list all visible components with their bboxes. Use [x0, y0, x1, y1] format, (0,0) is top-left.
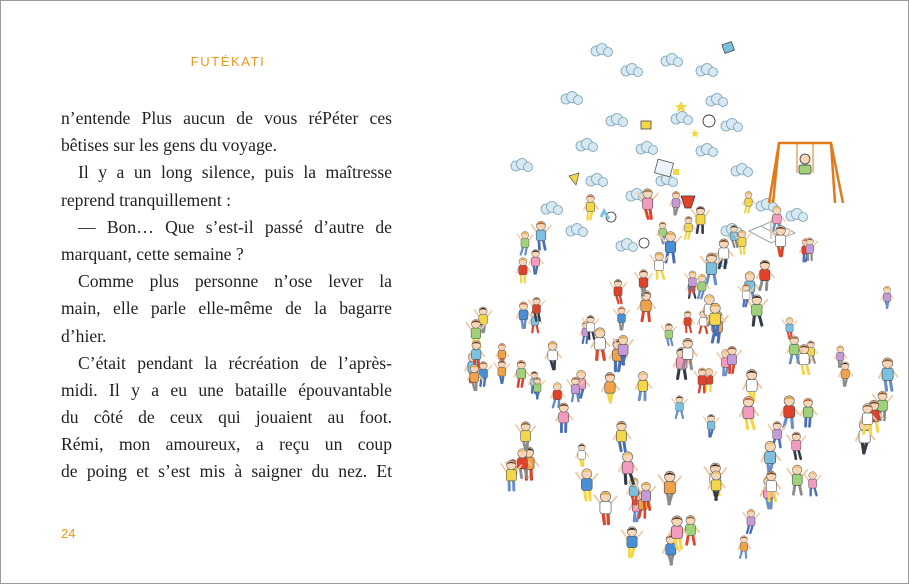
text-line: de poing et s’est mis à saigner du nez. Et: [61, 461, 392, 482]
page-number: 24: [61, 526, 76, 541]
text-line: C’était pendant la récréation de l’après-: [78, 352, 392, 373]
child-figure: [576, 444, 589, 466]
text-line: Il y a un long silence, puis la maîtresse: [78, 162, 392, 183]
child-figure: [672, 396, 687, 418]
text-line: du côté de ceux qui jouaient au foot.: [61, 407, 392, 428]
child-figure: [591, 328, 609, 360]
child-figure: [703, 414, 718, 436]
child-figure: [516, 258, 530, 283]
child-figure: [650, 252, 668, 278]
body-text: [61, 105, 392, 486]
text-line: n’entende Plus aucun de vous réPéter ces: [61, 108, 392, 128]
schoolyard-illustration: [461, 31, 906, 576]
child-figure: [757, 260, 774, 290]
child-figure: [494, 360, 510, 383]
text-line: main, elle parle elle-même de la bagarre: [61, 298, 392, 319]
child-figure: [670, 191, 683, 214]
child-figure: [782, 317, 797, 338]
child-figure: [661, 323, 676, 345]
child-figure: [805, 472, 821, 496]
child-figure: [584, 194, 598, 219]
child-figure: [638, 291, 655, 321]
child-figure: [683, 216, 696, 238]
child-figure: [683, 515, 700, 544]
child-figure: [659, 471, 681, 503]
text-line: midi. Il y a eu une bataille épouvantable: [61, 379, 392, 400]
child-figure: [545, 341, 561, 369]
child-figure: [746, 295, 767, 325]
child-figure: [602, 372, 619, 402]
child-figure: [594, 491, 616, 523]
child-figure: [762, 441, 780, 473]
text-line: bêtises sur les gens du voyage.: [61, 135, 277, 156]
child-figure: [787, 432, 805, 459]
running-title: FUTÉKATI: [190, 54, 266, 69]
child-figure: [787, 465, 807, 494]
child-figure: [879, 358, 897, 390]
child-figure: [743, 509, 759, 533]
child-figure: [743, 369, 761, 401]
child-figure: [738, 536, 751, 558]
child-figure: [614, 421, 631, 451]
text-line: reprend tranquillement :: [61, 189, 232, 210]
child-figure: [517, 231, 533, 254]
child-figure: [801, 398, 817, 426]
child-figure: [740, 397, 758, 429]
text-line: d’hier.: [61, 325, 107, 346]
child-figure: [610, 279, 626, 303]
child-figure: [614, 307, 630, 330]
text-line: marquant, cette semaine ?: [61, 243, 244, 264]
text-line: Rémi, mon amoureux, a reçu un coup: [61, 434, 392, 455]
child-figure: [743, 191, 755, 212]
child-figure: [514, 360, 529, 386]
child-figure: [622, 527, 643, 557]
child-figure: [529, 249, 543, 273]
child-figure: [635, 372, 651, 400]
child-figure: [881, 286, 893, 308]
child-figure: [516, 422, 536, 451]
child-figure: [781, 396, 799, 428]
text-line: Comme plus personne n’ose lever la: [78, 271, 392, 292]
children-crowd: [465, 189, 897, 564]
child-figure: [682, 311, 694, 332]
child-on-swing: [799, 154, 811, 174]
child-figure: [635, 270, 653, 296]
text-line: — Bon… Que s’est-il passé d’autre de: [78, 216, 392, 237]
child-figure: [531, 221, 550, 249]
